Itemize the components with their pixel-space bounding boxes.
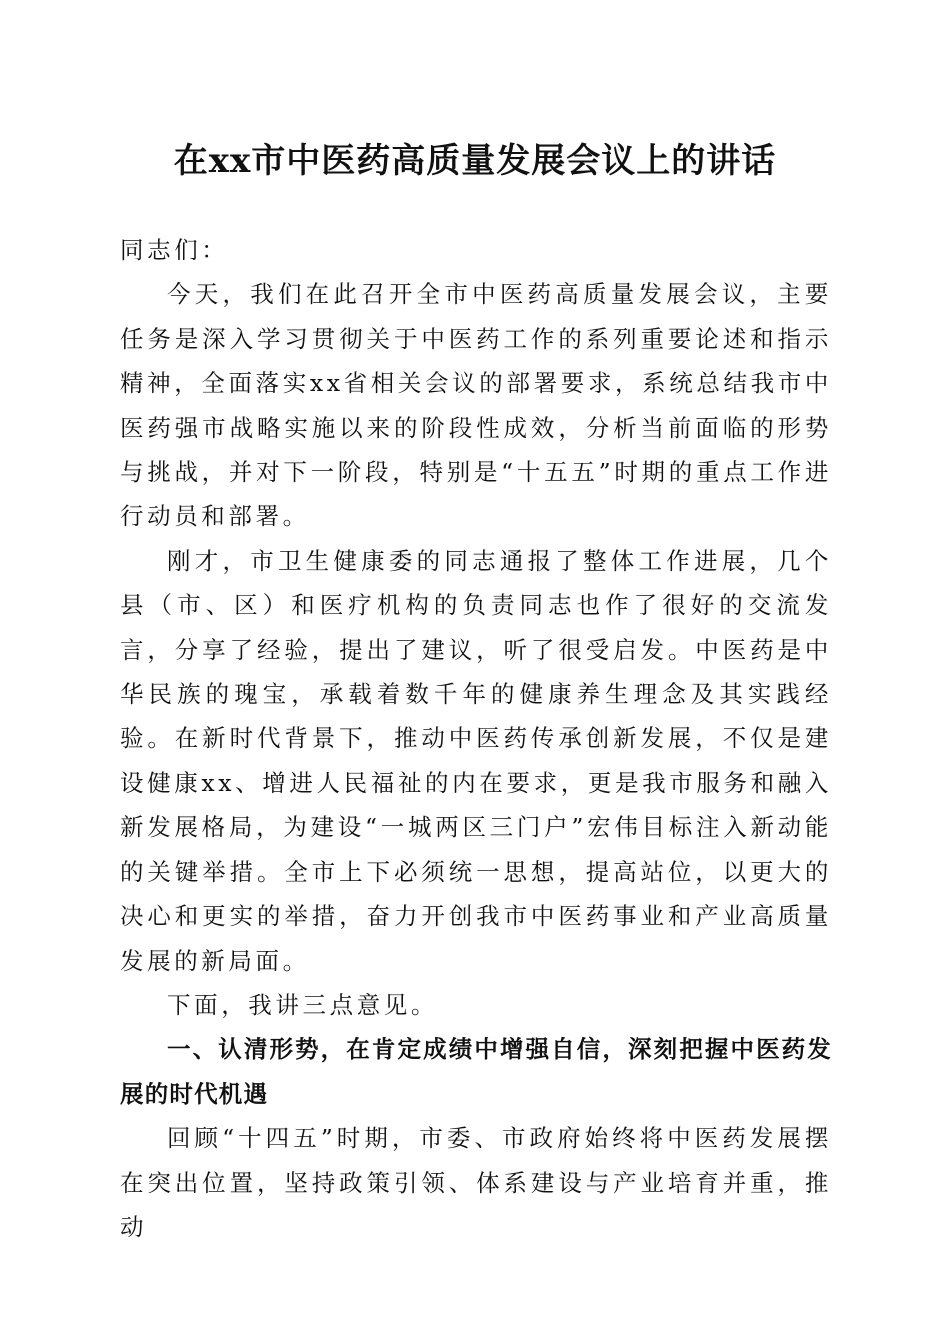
- salutation: 同志们：: [120, 236, 229, 264]
- paragraph-context: 刚才，市卫生健康委的同志通报了整体工作进展，几个县（市、区）和医疗机构的负责同志也作了很好的交流发言，分享了经验，提出了建议，听了很受启发。中医药是中华民族的瑰宝，承载着数千年的健康养生理念及其实践经验。在新时代背景下，推动中医药传承创新发展，不仅是建设健康xx、增进人民福祉的内在要求，更是我市服务和融入新发展格局，为建设“一城两区三门户”宏伟目标注入新动能的关键举措。全市上下必须统一思想，提高站位，以更大的决心和更实的举措，奋力开创我市中医药事业和产业高质量发展的新局面。: [120, 546, 832, 975]
- document-title: 在xx市中医药高质量发展会议上的讲话: [173, 141, 777, 181]
- paragraph-outline: 下面，我讲三点意见。: [167, 990, 438, 1019]
- section-paragraph: 回顾“十四五”时期，市委、市政府始终将中医药发展摆在突出位置，坚持政策引领、体系建设与产业培育并重，推动: [120, 1124, 832, 1241]
- section-heading: 一、认清形势，在肯定成绩中增强自信，深刻把握中医药发展的时代机遇: [120, 1035, 832, 1108]
- document-body: [120, 228, 832, 1249]
- paragraph-opening: 今天，我们在此召开全市中医药高质量发展会议，主要任务是深入学习贯彻关于中医药工作的系列重要论述和指示精神，全面落实xx省相关会议的部署要求，系统总结我市中医药强市战略实施以来的阶段性成效，分析当前面临的形势与挑战，并对下一阶段，特别是“十五五”时期的重点工作进行动员和部署。: [120, 280, 832, 531]
